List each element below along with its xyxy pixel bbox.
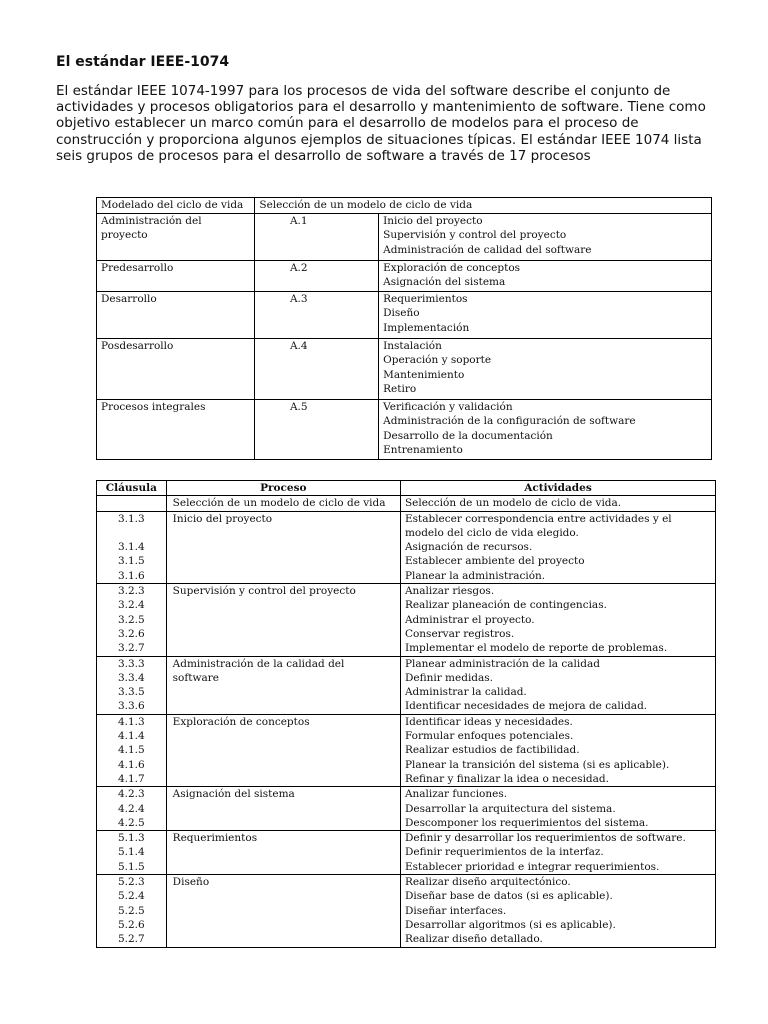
table1-code: A.3 bbox=[255, 291, 379, 338]
activity: Desarrollar algoritmos (si es aplicable). bbox=[404, 918, 616, 931]
clause-number: 5.1.3 bbox=[117, 832, 145, 845]
table1-header-modelado: Modelado del ciclo de vida bbox=[97, 198, 255, 214]
process-name: Inicio del proyecto bbox=[172, 512, 273, 525]
process-name: Diseño bbox=[172, 876, 210, 889]
table1-item: Implementación bbox=[383, 321, 470, 334]
activity: Descomponer los requerimientos del sistema. bbox=[404, 816, 649, 829]
table1-group: Posdesarrollo bbox=[97, 338, 255, 399]
table2-row bbox=[97, 787, 716, 831]
table2-selection-row bbox=[97, 496, 716, 511]
table1-item: Requerimientos bbox=[383, 292, 468, 305]
table1-row bbox=[97, 399, 712, 459]
clause-number: 3.1.3 bbox=[117, 512, 145, 525]
activity: Establecer correspondencia entre actividades y el bbox=[404, 512, 672, 525]
table1-item: Retiro bbox=[383, 383, 417, 395]
table1-group: Desarrollo bbox=[97, 291, 255, 338]
table1-items bbox=[379, 399, 712, 459]
table1-items bbox=[379, 260, 712, 291]
table2-row bbox=[97, 656, 716, 714]
table1-item: Asignación del sistema bbox=[383, 276, 506, 288]
table1-items bbox=[379, 213, 712, 260]
table2-process: Selección de un modelo de ciclo de vida bbox=[166, 496, 400, 511]
clause-number: 3.2.6 bbox=[117, 627, 145, 640]
clause-number: 3.2.4 bbox=[117, 599, 145, 612]
table2-header-proceso: Proceso bbox=[166, 481, 400, 496]
activity: Identificar ideas y necesidades. bbox=[404, 715, 573, 728]
clause-number: 3.3.6 bbox=[117, 700, 145, 713]
activity: Planear la transición del sistema (si es aplicable). bbox=[404, 758, 670, 771]
table2-activities bbox=[400, 875, 715, 947]
clause-number: 5.1.5 bbox=[117, 860, 145, 873]
process-name: Supervisión y control del proyecto bbox=[172, 585, 356, 598]
table2-clauses bbox=[97, 875, 167, 947]
table2-clauses bbox=[97, 831, 167, 875]
table2-process bbox=[166, 787, 400, 831]
table2-clauses bbox=[97, 787, 167, 831]
activity: modelo del ciclo de vida elegido. bbox=[404, 526, 579, 539]
clauses-table bbox=[96, 480, 716, 948]
process-groups-table bbox=[96, 197, 712, 460]
activity: Realizar diseño arquitectónico. bbox=[404, 876, 571, 889]
activity: Administrar el proyecto. bbox=[404, 613, 535, 626]
activity: Diseñar interfaces. bbox=[404, 904, 507, 917]
table2-process bbox=[166, 584, 400, 656]
clause-number: 3.2.7 bbox=[117, 642, 145, 655]
process-name: software bbox=[172, 671, 219, 684]
table2-row bbox=[97, 831, 716, 875]
table1-item: Entrenamiento bbox=[383, 444, 463, 456]
clause-number: 3.1.6 bbox=[117, 569, 145, 582]
table1-row bbox=[97, 338, 712, 399]
intro-paragraph: El estándar IEEE 1074-1997 para los procesos de vida del software describe el conjunto de actividades y procesos obligatorios para el desarrollo y mantenimiento de software. Tiene como objetivo establecer un marco común para el desarrollo de modelos para el proceso de construcción y proporciona algunos ejemplos de situaciones típicas. El estándar IEEE 1074 lista seis grupos de procesos para el desarrollo de software a través de 17 procesos bbox=[56, 83, 706, 164]
clause-number: 4.1.7 bbox=[117, 772, 145, 785]
table2-header-row bbox=[97, 481, 716, 496]
activity: Formular enfoques potenciales. bbox=[404, 730, 574, 743]
clause-number: 4.1.4 bbox=[117, 730, 145, 743]
table2-activities bbox=[400, 787, 715, 831]
clause-number: 3.3.5 bbox=[117, 686, 145, 699]
clause-number: 4.1.5 bbox=[117, 744, 145, 757]
clause-number: 5.2.6 bbox=[117, 918, 145, 931]
clause-number bbox=[101, 526, 162, 540]
clause-number: 5.2.3 bbox=[117, 876, 145, 889]
activity: Planear la administración. bbox=[404, 569, 546, 582]
clause-number: 3.1.5 bbox=[117, 555, 145, 568]
table1-item: Administración de la configuración de software bbox=[383, 415, 636, 427]
table2-row bbox=[97, 584, 716, 656]
activity: Administrar la calidad. bbox=[404, 686, 527, 699]
table1-header-row bbox=[97, 198, 712, 214]
activity: Implementar el modelo de reporte de problemas. bbox=[404, 642, 668, 655]
process-name: Exploración de conceptos bbox=[172, 715, 310, 728]
table1-header-seleccion: Selección de un modelo de ciclo de vida bbox=[255, 198, 712, 214]
table2-clauses bbox=[97, 511, 167, 583]
table2-process bbox=[166, 511, 400, 583]
clause-number: 3.2.3 bbox=[117, 585, 145, 598]
activity: Establecer prioridad e integrar requerimientos. bbox=[404, 860, 660, 873]
clause-number: 4.2.5 bbox=[117, 816, 145, 829]
table1-group: Predesarrollo bbox=[97, 260, 255, 291]
table1-row bbox=[97, 260, 712, 291]
process-name: Administración de la calidad del bbox=[172, 657, 345, 670]
table2-clauses bbox=[97, 714, 167, 786]
clause-number: 5.2.4 bbox=[117, 890, 145, 903]
activity: Analizar riesgos. bbox=[404, 585, 495, 598]
clause-number: 5.1.4 bbox=[117, 846, 145, 859]
table2-activities bbox=[400, 714, 715, 786]
activity: Diseñar base de datos (si es aplicable). bbox=[404, 890, 613, 903]
clause-number: 5.2.5 bbox=[117, 904, 145, 917]
clause-number: 3.1.4 bbox=[117, 541, 145, 554]
table2-header-actividades: Actividades bbox=[400, 481, 715, 496]
activity: Definir requerimientos de la interfaz. bbox=[404, 846, 604, 859]
clause-number: 4.1.3 bbox=[117, 715, 145, 728]
table2-activities bbox=[400, 584, 715, 656]
activity: Identificar necesidades de mejora de calidad. bbox=[404, 700, 648, 713]
clause-number: 3.3.4 bbox=[117, 671, 145, 684]
table1-item: Desarrollo de la documentación bbox=[383, 429, 553, 442]
table2-activities bbox=[400, 831, 715, 875]
table2-process bbox=[166, 875, 400, 947]
table2-activities bbox=[400, 511, 715, 583]
activity: Definir y desarrollar los requerimientos de software. bbox=[404, 832, 686, 845]
table1-group: Administración del proyecto bbox=[97, 213, 255, 260]
table2-row bbox=[97, 714, 716, 786]
activity: Refinar y finalizar la idea o necesidad. bbox=[404, 772, 609, 785]
table2-process bbox=[166, 714, 400, 786]
table1-item: Verificación y validación bbox=[383, 400, 513, 413]
clause-number: 5.2.7 bbox=[117, 933, 145, 946]
activity: Planear administración de la calidad bbox=[404, 657, 600, 670]
table1-items bbox=[379, 291, 712, 338]
activity: Establecer ambiente del proyecto bbox=[404, 555, 585, 568]
table1-code: A.2 bbox=[255, 260, 379, 291]
activity: Asignación de recursos. bbox=[404, 541, 533, 554]
activity: Desarrollar la arquitectura del sistema. bbox=[404, 802, 616, 815]
table1-code: A.1 bbox=[255, 213, 379, 260]
table1-item: Administración de calidad del software bbox=[383, 243, 592, 256]
table2-row bbox=[97, 511, 716, 583]
table1-item: Diseño bbox=[383, 307, 420, 319]
table2-activities: Selección de un modelo de ciclo de vida. bbox=[400, 496, 715, 511]
table1-row bbox=[97, 291, 712, 338]
table2-clauses bbox=[97, 656, 167, 714]
table1-item: Mantenimiento bbox=[383, 368, 465, 381]
activity: Conservar registros. bbox=[404, 627, 515, 640]
table2-clauses bbox=[97, 496, 167, 511]
activity: Analizar funciones. bbox=[404, 788, 508, 801]
process-name: Asignación del sistema bbox=[172, 788, 295, 801]
document-heading: El estándar IEEE-1074 bbox=[56, 54, 230, 70]
table1-items bbox=[379, 338, 712, 399]
clause-number: 4.2.4 bbox=[117, 802, 145, 815]
table1-code: A.5 bbox=[255, 399, 379, 459]
activity: Definir medidas. bbox=[404, 671, 494, 684]
table1-item: Supervisión y control del proyecto bbox=[383, 229, 567, 241]
clause-number: 3.3.3 bbox=[117, 657, 145, 670]
table1-item: Instalación bbox=[383, 339, 442, 352]
clause-number: 4.2.3 bbox=[117, 788, 145, 801]
table1-item: Operación y soporte bbox=[383, 354, 492, 366]
table1-row bbox=[97, 213, 712, 260]
table2-clauses bbox=[97, 584, 167, 656]
clause-number: 3.2.5 bbox=[117, 613, 145, 626]
table2-activities bbox=[400, 656, 715, 714]
process-name: Requerimientos bbox=[172, 832, 258, 845]
table1-code: A.4 bbox=[255, 338, 379, 399]
table2-row bbox=[97, 875, 716, 947]
table1-group: Procesos integrales bbox=[97, 399, 255, 459]
table2-process bbox=[166, 831, 400, 875]
table1-item: Exploración de conceptos bbox=[383, 261, 521, 274]
table1-item: Inicio del proyecto bbox=[383, 214, 483, 227]
table2-header-clausula: Cláusula bbox=[97, 481, 167, 496]
activity: Realizar planeación de contingencias. bbox=[404, 599, 607, 612]
clause-number: 4.1.6 bbox=[117, 758, 145, 771]
table2-process bbox=[166, 656, 400, 714]
activity: Realizar estudios de factibilidad. bbox=[404, 744, 580, 757]
activity: Realizar diseño detallado. bbox=[404, 933, 543, 946]
